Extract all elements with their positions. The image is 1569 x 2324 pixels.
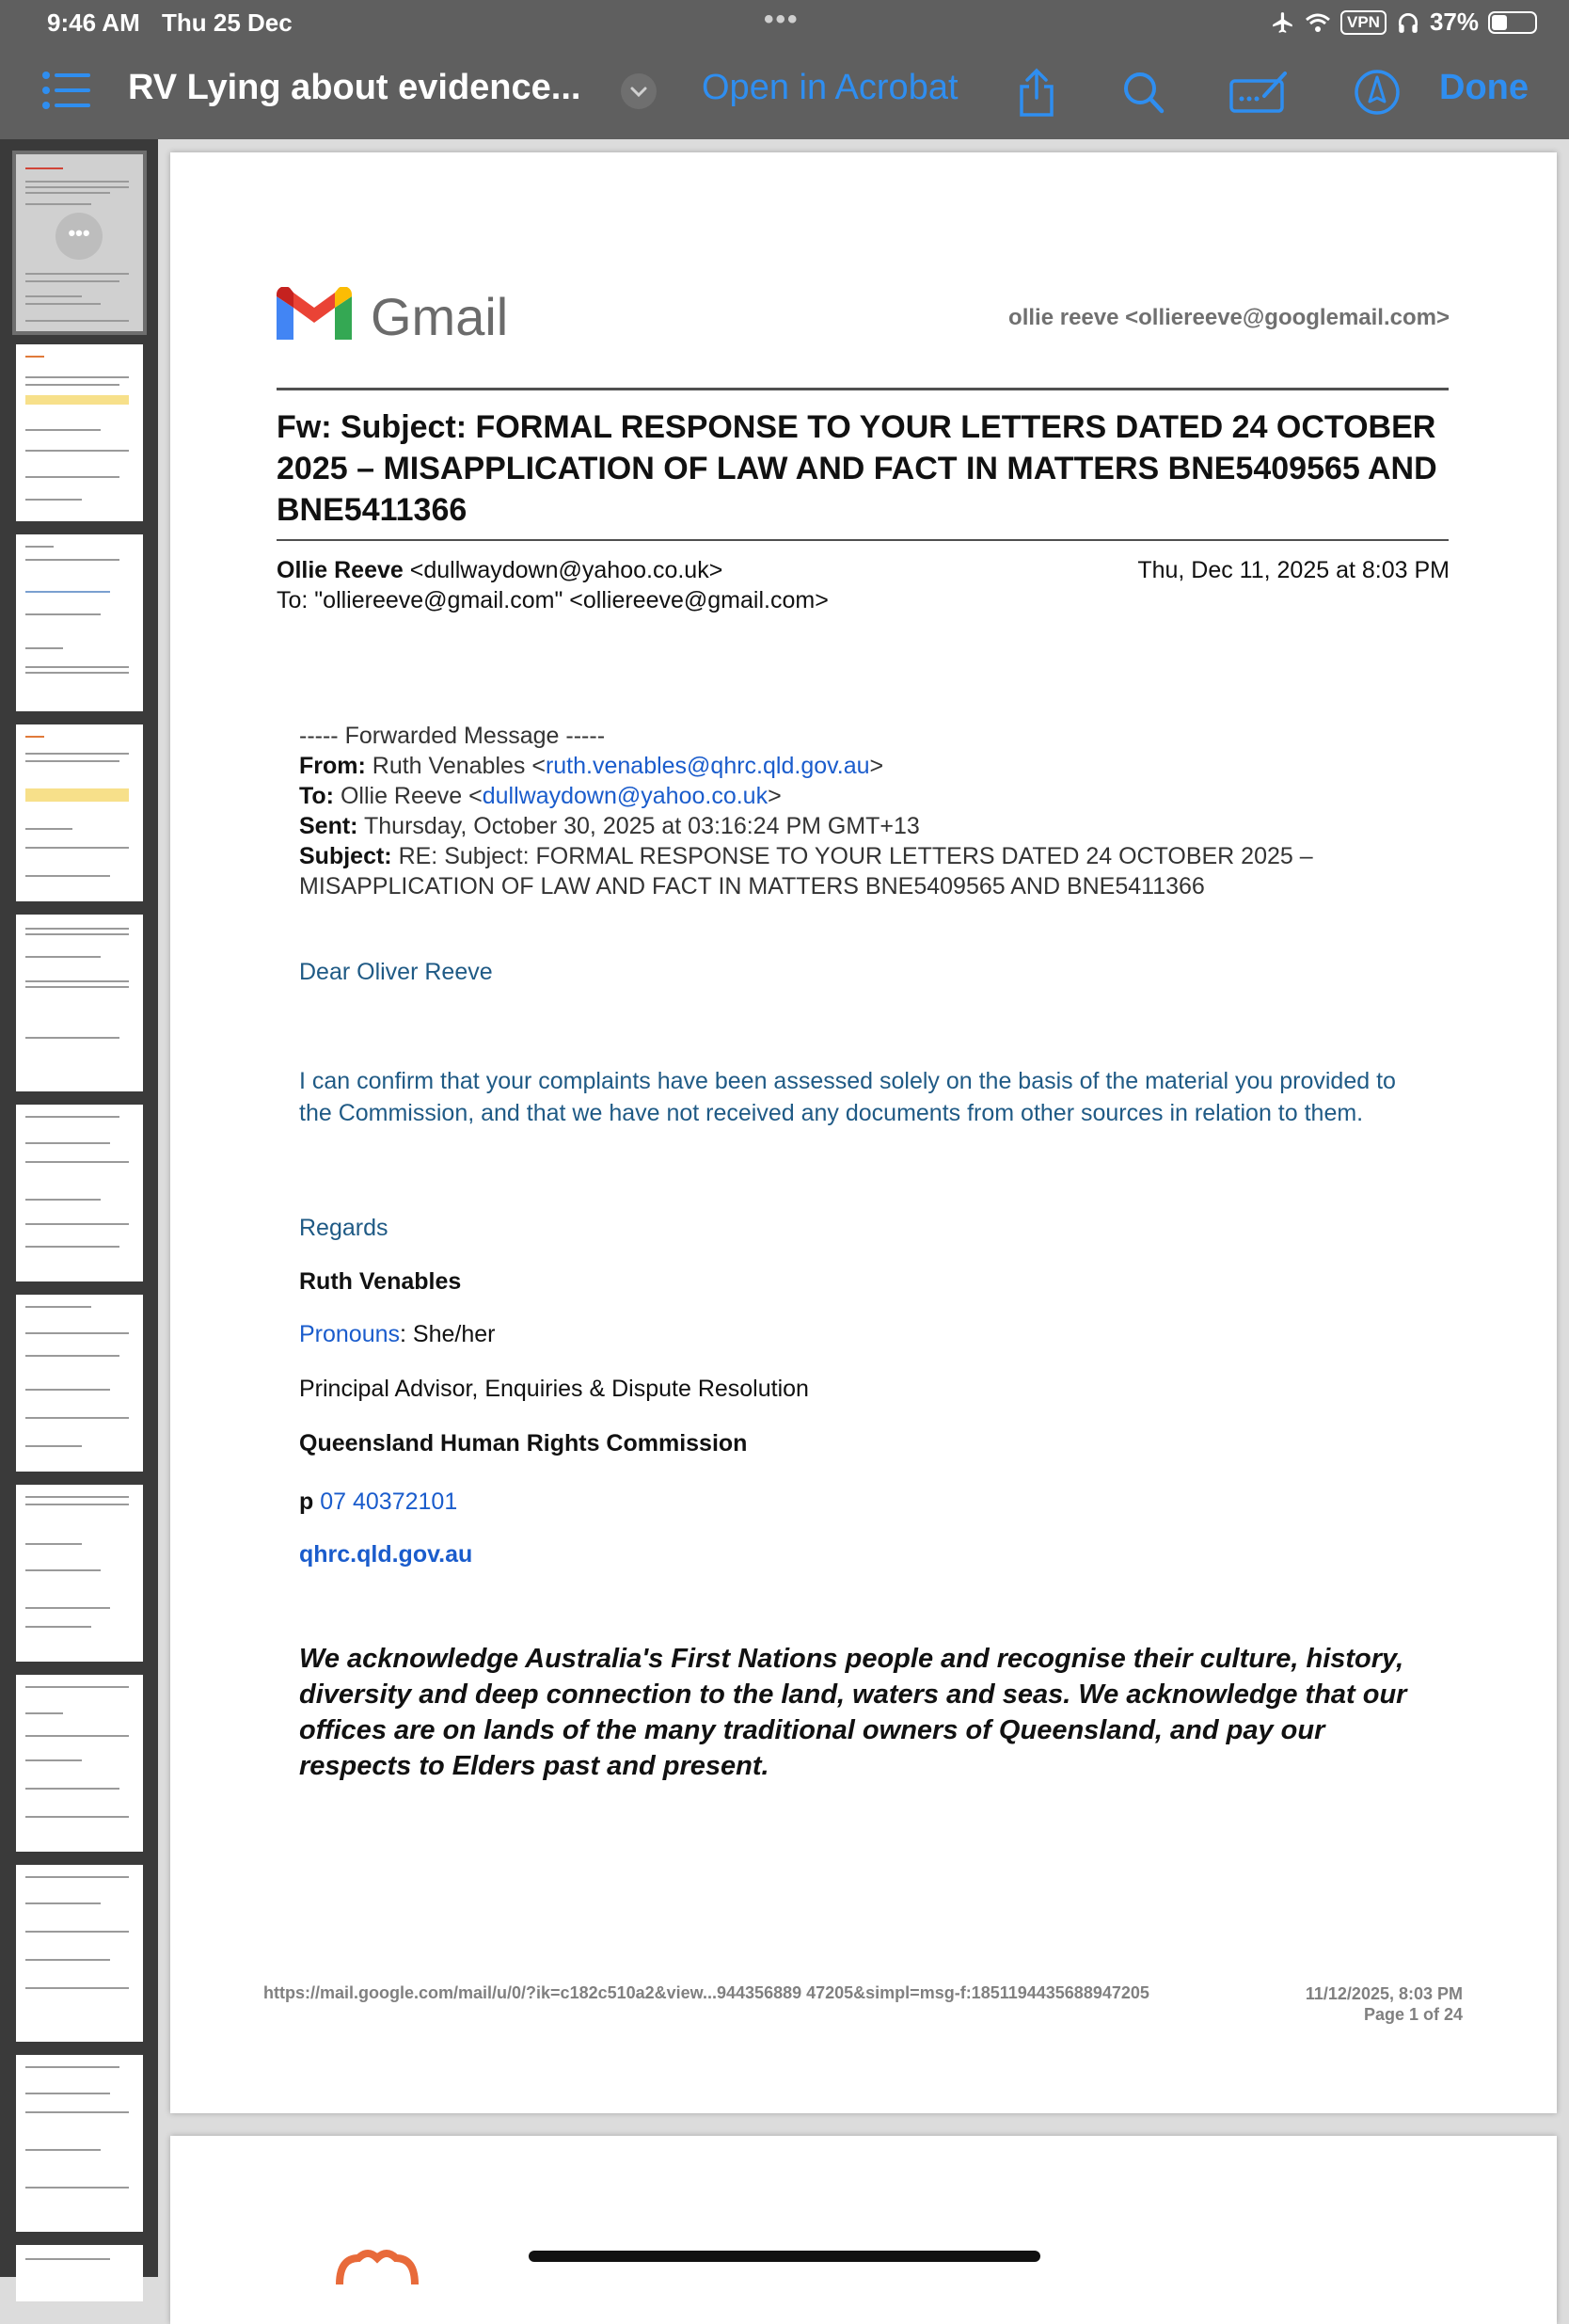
sender-line <box>277 557 722 584</box>
sent-date: Thu, Dec 11, 2025 at 8:03 PM <box>1137 557 1450 583</box>
status-indicators <box>1271 8 1537 37</box>
done-button[interactable]: Done <box>1439 68 1529 107</box>
open-in-acrobat-button[interactable]: Open in Acrobat <box>702 68 959 107</box>
phone-label: p <box>299 1488 314 1515</box>
page-2-logo-icon <box>330 2247 424 2284</box>
forwarded-from-label: From: <box>299 753 366 779</box>
footer-meta <box>1306 1983 1463 2025</box>
status-bar <box>0 0 1569 45</box>
acknowledgement-of-country: We acknowledge Australia's First Nations people and recognise their culture, history, diversity and deep connection to the land, waters and seas. We acknowledge that our offices are on lands of the many traditional owners of Queensland, and pay our respects to Elders past and present. <box>299 1644 1407 1781</box>
page-thumbnail-6[interactable] <box>16 1105 143 1281</box>
regards: Regards <box>299 1215 388 1241</box>
headphones-icon <box>1396 10 1420 35</box>
pdf-page-1[interactable] <box>170 152 1557 2113</box>
signature-phone <box>299 1488 457 1516</box>
pronouns-link[interactable]: Pronouns <box>299 1321 401 1347</box>
thumbnail-more-icon[interactable]: ••• <box>55 213 103 260</box>
sender-name: Ollie Reeve <box>277 557 404 583</box>
airplane-icon <box>1271 10 1295 35</box>
search-icon[interactable] <box>1117 68 1170 117</box>
forwarded-sent-value: Thursday, October 30, 2025 at 03:16:24 PM GMT+13 <box>364 813 920 839</box>
forwarded-subject-value: RE: Subject: FORMAL RESPONSE TO YOUR LETTERS DATED 24 OCTOBER 2025 – MISAPPLICATION OF LAW AND FACT IN MATTERS BNE5409565 AND BNE5411366 <box>299 843 1313 899</box>
signature-pronouns <box>299 1321 495 1348</box>
signature-role: Principal Advisor, Enquiries & Dispute Resolution <box>299 1376 809 1402</box>
page-thumbnail-5[interactable] <box>16 915 143 1091</box>
page-thumbnail-7[interactable] <box>16 1295 143 1472</box>
chevron-down-icon <box>621 73 657 109</box>
footer-url: https://mail.google.com/mail/u/0/?ik=c182c510a2&view...944356889 47205&simpl=msg-f:1851194435688947205 <box>263 1983 1149 2002</box>
email-body: I can confirm that your complaints have been assessed solely on the basis of the material you provided to the Commission, and that we have not received any documents from other sources in relation to them. <box>299 1068 1396 1126</box>
page-thumbnail-sidebar[interactable] <box>0 139 158 2277</box>
gmail-wordmark: Gmail <box>371 287 509 346</box>
subject-divider <box>277 539 1449 541</box>
account-address: ollie reeve <olliereeve@googlemail.com> <box>1008 305 1450 330</box>
page-thumbnail-11[interactable] <box>16 2055 143 2232</box>
multitasking-dots-icon[interactable]: ••• <box>764 4 800 35</box>
page-thumbnail-10[interactable] <box>16 1865 143 2042</box>
title-menu-button[interactable] <box>621 73 657 109</box>
email-subject: Fw: Subject: FORMAL RESPONSE TO YOUR LETTERS DATED 24 OCTOBER 2025 – MISAPPLICATION OF LAW AND FACT IN MATTERS BNE5409565 AND BNE5411366 <box>277 409 1437 528</box>
page-thumbnail-8[interactable] <box>16 1485 143 1662</box>
forwarded-to-label: To: <box>299 783 335 809</box>
status-date: Thu 25 Dec <box>162 8 293 37</box>
page-thumbnail-12[interactable] <box>16 2245 143 2301</box>
forwarded-from <box>299 751 1428 781</box>
greeting: Dear Oliver Reeve <box>299 959 493 985</box>
forwarded-divider: ----- Forwarded Message ----- <box>299 723 606 749</box>
page-thumbnail-1[interactable] <box>16 154 143 331</box>
forwarded-sent <box>299 811 1428 841</box>
pronouns-value: : She/her <box>400 1321 496 1347</box>
status-time: 9:46 AM <box>47 8 140 37</box>
phone-link[interactable]: 07 40372101 <box>320 1488 458 1515</box>
wifi-icon <box>1305 11 1331 34</box>
top-bar <box>0 0 1569 139</box>
markup-pen-icon[interactable] <box>1351 68 1403 117</box>
header-divider <box>277 388 1449 390</box>
forwarded-subject <box>299 841 1428 901</box>
page-thumbnail-2[interactable] <box>16 344 143 521</box>
forwarded-header-block <box>299 721 1428 901</box>
forwarded-subject-label: Subject: <box>299 843 392 869</box>
signature-website <box>299 1541 472 1568</box>
recipient-line: To: "olliereeve@gmail.com" <olliereeve@gmail.com> <box>277 587 829 613</box>
pdf-page-2[interactable] <box>170 2136 1557 2324</box>
forwarded-from-close: > <box>869 753 884 779</box>
document-title[interactable]: RV Lying about evidence... <box>128 68 581 107</box>
forwarded-to <box>299 781 1428 811</box>
forwarded-to-email-link[interactable]: dullwaydown@yahoo.co.uk <box>482 783 769 809</box>
battery-icon <box>1488 11 1537 34</box>
vpn-badge: VPN <box>1340 10 1387 35</box>
thumbnail-list-icon[interactable] <box>41 68 90 113</box>
website-link[interactable]: qhrc.qld.gov.au <box>299 1541 473 1568</box>
footer-timestamp: 11/12/2025, 8:03 PM <box>1305 1984 1463 2003</box>
forwarded-from-email-link[interactable]: ruth.venables@qhrc.qld.gov.au <box>545 753 870 779</box>
home-indicator[interactable] <box>529 2251 1040 2262</box>
forwarded-from-name: Ruth Venables < <box>372 753 546 779</box>
page-thumbnail-4[interactable] <box>16 724 143 901</box>
signature-name: Ruth Venables <box>299 1268 462 1295</box>
page-indicator: Page 1 of 24 <box>1363 2005 1463 2024</box>
forwarded-to-name: Ollie Reeve < <box>340 783 483 809</box>
forwarded-to-close: > <box>768 783 782 809</box>
battery-percent: 37% <box>1429 8 1479 36</box>
gmail-logo-icon <box>277 287 352 343</box>
markup-form-icon[interactable] <box>1228 68 1291 117</box>
share-icon[interactable] <box>1010 68 1063 117</box>
forwarded-sent-label: Sent: <box>299 813 358 839</box>
toolbar <box>0 45 1569 139</box>
sender-email: <dullwaydown@yahoo.co.uk> <box>409 557 723 583</box>
page-thumbnail-9[interactable] <box>16 1675 143 1852</box>
page-thumbnail-3[interactable] <box>16 534 143 711</box>
signature-organisation: Queensland Human Rights Commission <box>299 1430 748 1456</box>
